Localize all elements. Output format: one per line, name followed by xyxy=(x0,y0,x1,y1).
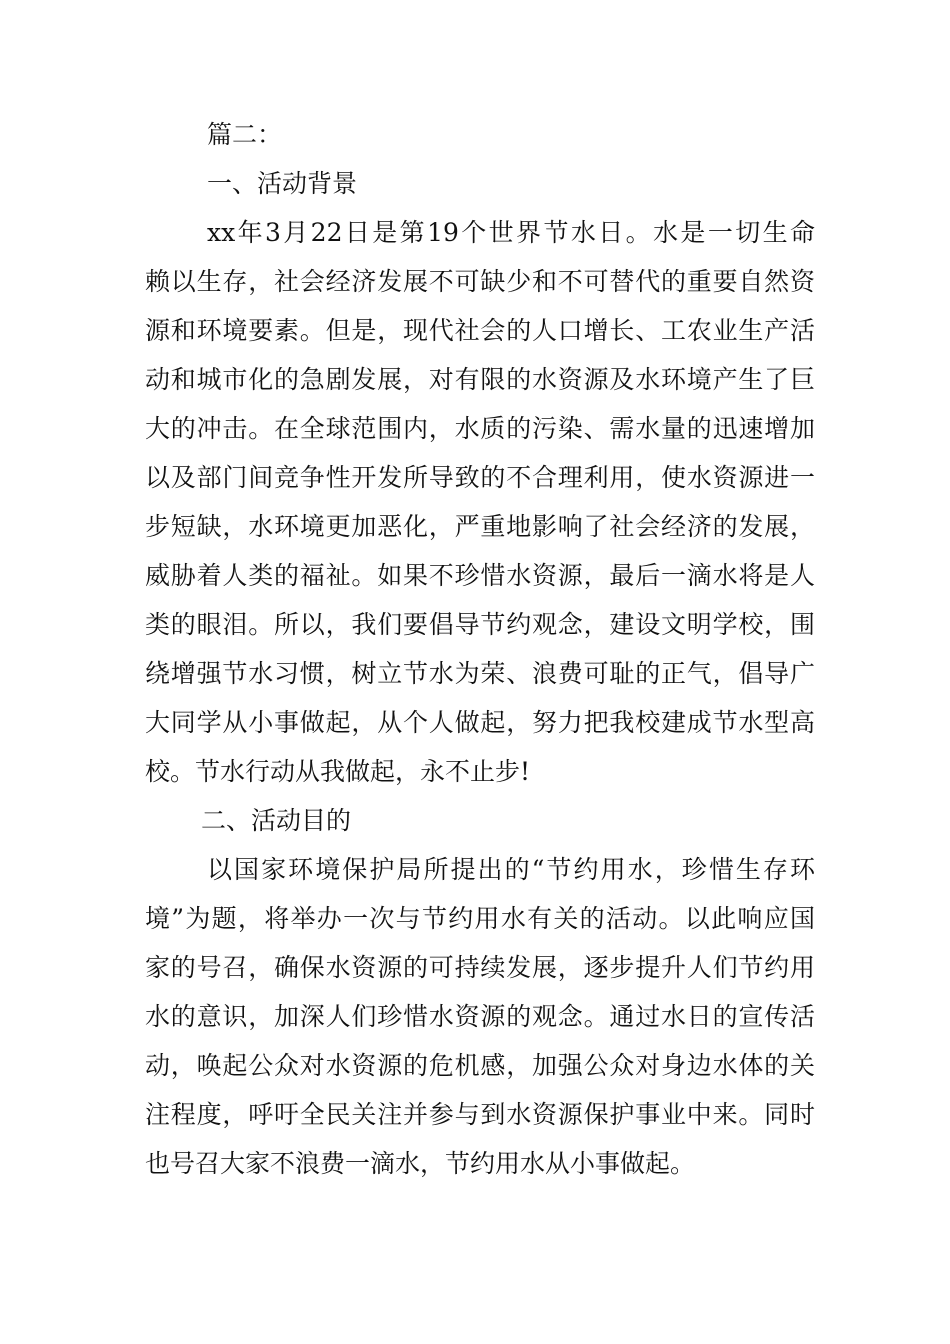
heading-activity-purpose: 二、活动目的 xyxy=(201,806,352,835)
paragraph-line: 以及部门间竞争性开发所导致的不合理利用，使水资源进一 xyxy=(145,463,815,492)
paragraph-line: xx年3月22日是第19个世界节水日。水是一切生命 xyxy=(207,218,815,247)
paragraph-line: 以国家环境保护局所提出的“节约用水，珍惜生存环 xyxy=(207,855,815,884)
paragraph-line: 源和环境要素。但是，现代社会的人口增长、工农业生产活 xyxy=(145,316,815,345)
paragraph-line: 步短缺，水环境更加恶化，严重地影响了社会经济的发展， xyxy=(145,512,815,541)
paragraph-line: 绕增强节水习惯，树立节水为荣、浪费可耻的正气，倡导广 xyxy=(145,659,815,688)
paragraph-line: 家的号召，确保水资源的可持续发展，逐步提升人们节约用 xyxy=(145,953,815,982)
paragraph-line: 也号召大家不浪费一滴水，节约用水从小事做起。 xyxy=(145,1149,696,1178)
paragraph-line: 大同学从小事做起，从个人做起，努力把我校建成节水型高 xyxy=(145,708,815,737)
paragraph-line: 威胁着人类的福祉。如果不珍惜水资源，最后一滴水将是人 xyxy=(145,561,815,590)
paragraph-line: 境”为题，将举办一次与节约用水有关的活动。以此响应国 xyxy=(145,904,815,933)
paragraph-line: 注程度，呼吁全民关注并参与到水资源保护事业中来。同时 xyxy=(145,1100,815,1129)
paragraph-line: 动，唤起公众对水资源的危机感，加强公众对身边水体的关 xyxy=(145,1051,815,1080)
paragraph-purpose xyxy=(145,845,815,1188)
document-body xyxy=(145,110,815,1188)
section-label: 篇二： xyxy=(207,120,283,149)
paragraph-background xyxy=(145,208,815,796)
paragraph-line: 大的冲击。在全球范围内，水质的污染、需水量的迅速增加 xyxy=(145,414,815,443)
paragraph-line: 动和城市化的急剧发展，对有限的水资源及水环境产生了巨 xyxy=(145,365,815,394)
paragraph-line: 类的眼泪。所以，我们要倡导节约观念，建设文明学校，围 xyxy=(145,610,815,639)
paragraph-line: 赖以生存，社会经济发展不可缺少和不可替代的重要自然资 xyxy=(145,267,815,296)
paragraph-line: 水的意识，加深人们珍惜水资源的观念。通过水日的宣传活 xyxy=(145,1002,815,1031)
heading-activity-background: 一、活动背景 xyxy=(207,169,358,198)
paragraph-line: 校。节水行动从我做起，永不止步! xyxy=(145,757,531,786)
